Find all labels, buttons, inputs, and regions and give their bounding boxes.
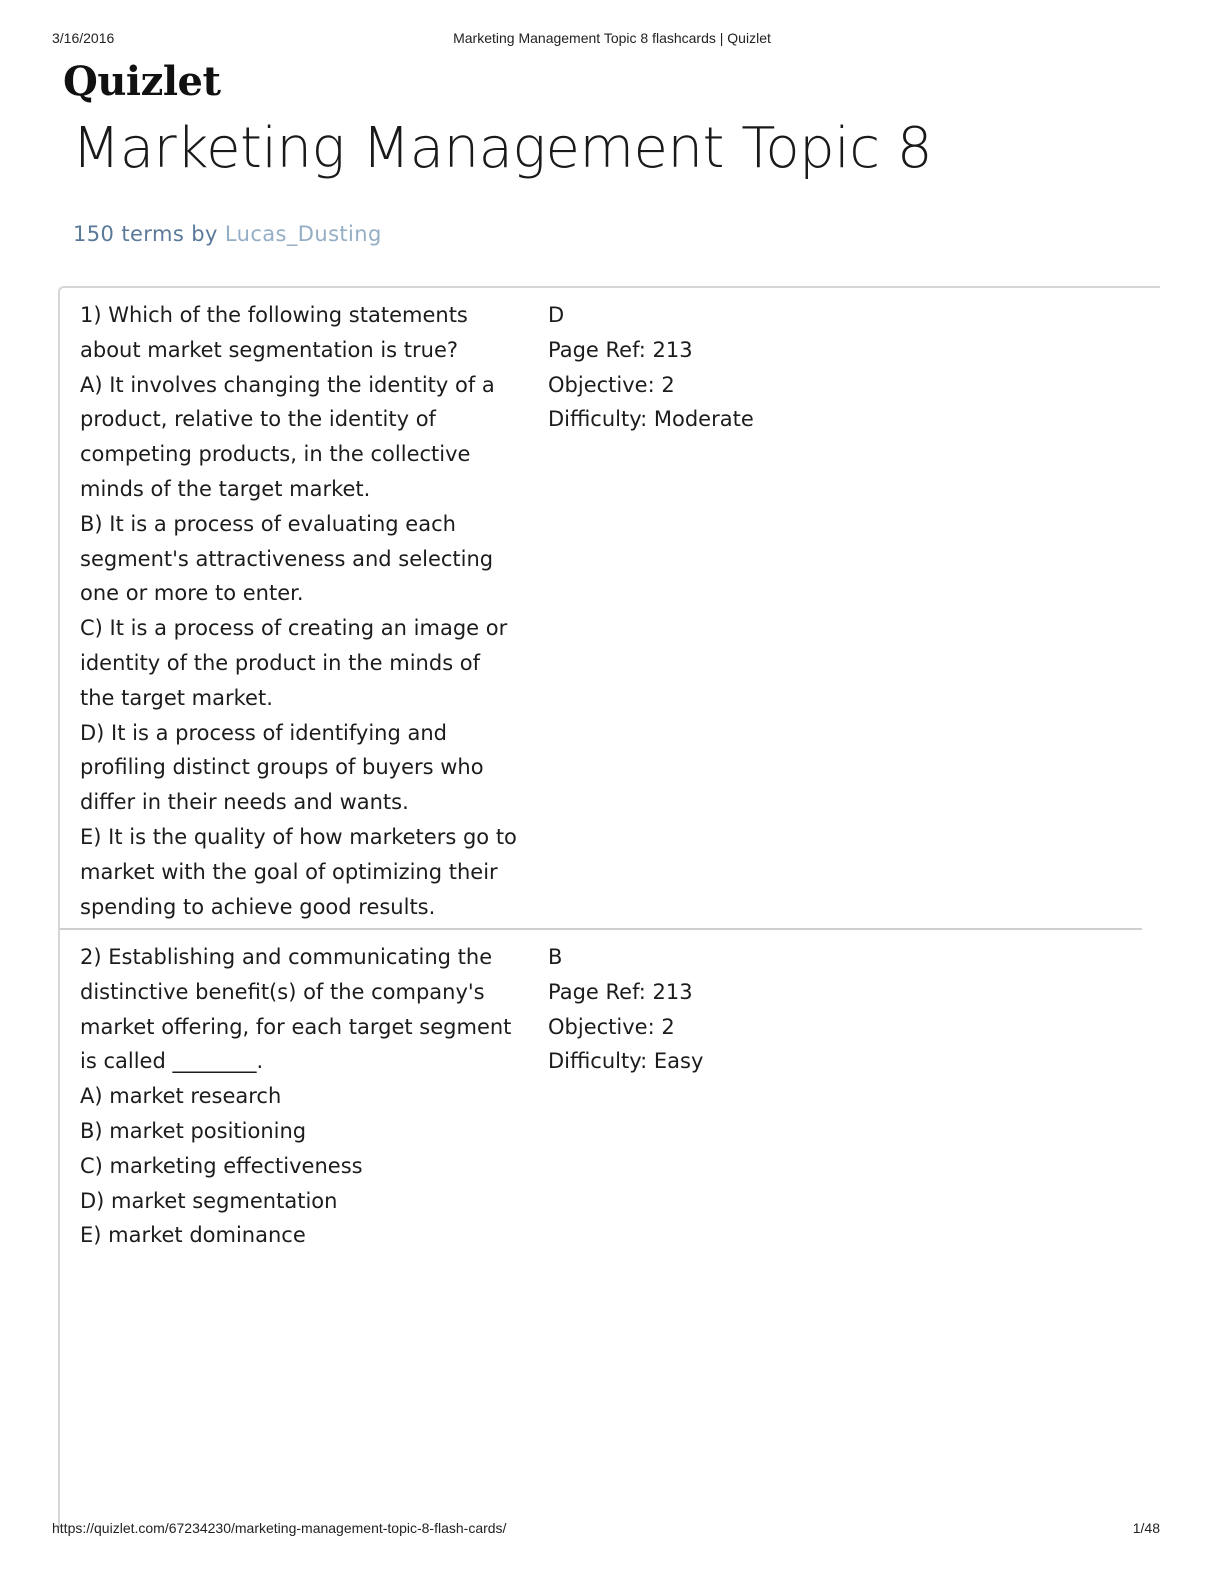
card-definition: B Page Ref: 213 Objective: 2 Difficulty: Easy [548,945,704,1074]
print-date: 3/16/2016 [52,30,115,46]
flashcard-row [60,930,1142,1530]
print-document-title: Marketing Management Topic 8 flashcards | Quizlet [453,30,771,46]
set-meta [73,222,382,246]
author-link[interactable]: Lucas_Dusting [224,222,382,246]
print-footer [0,1520,1224,1540]
page-title: Marketing Management Topic 8 [72,116,932,181]
quizlet-logo[interactable]: Quizlet [63,58,221,105]
card-definition: D Page Ref: 213 Objective: 2 Difficulty: Moderate [548,303,754,432]
print-header [0,30,1224,50]
card-term: 2) Establishing and communicating the distinctive benefit(s) of the company's market offering, for each target segment is called ________. A) market research B) market positioning C) marketing effectiveness D) market segmentation E) market dominance [80,945,512,1248]
flashcard-row [60,288,1142,930]
card-term: 1) Which of the following statements about market segmentation is true? A) It involves changing the identity of a product, relative to the identity of competing products, in the collective minds of the target market. B) It is a process of evaluating each segment's attractiveness and selecting one or more to enter. C) It is a process of creating an image or identity of the product in the minds of the target market. D) It is a process of identifying and profiling distinct groups of buyers who differ in their needs and wants. E) It is the quality of how marketers go to market with the goal of optimizing their spending to achieve good results. [80,303,517,919]
page-number: 1/48 [1132,1520,1160,1536]
terms-count-label: 150 terms by [73,222,218,246]
flashcard-list [58,286,1160,1528]
print-url: https://quizlet.com/67234230/marketing-management-topic-8-flash-cards/ [52,1520,507,1536]
